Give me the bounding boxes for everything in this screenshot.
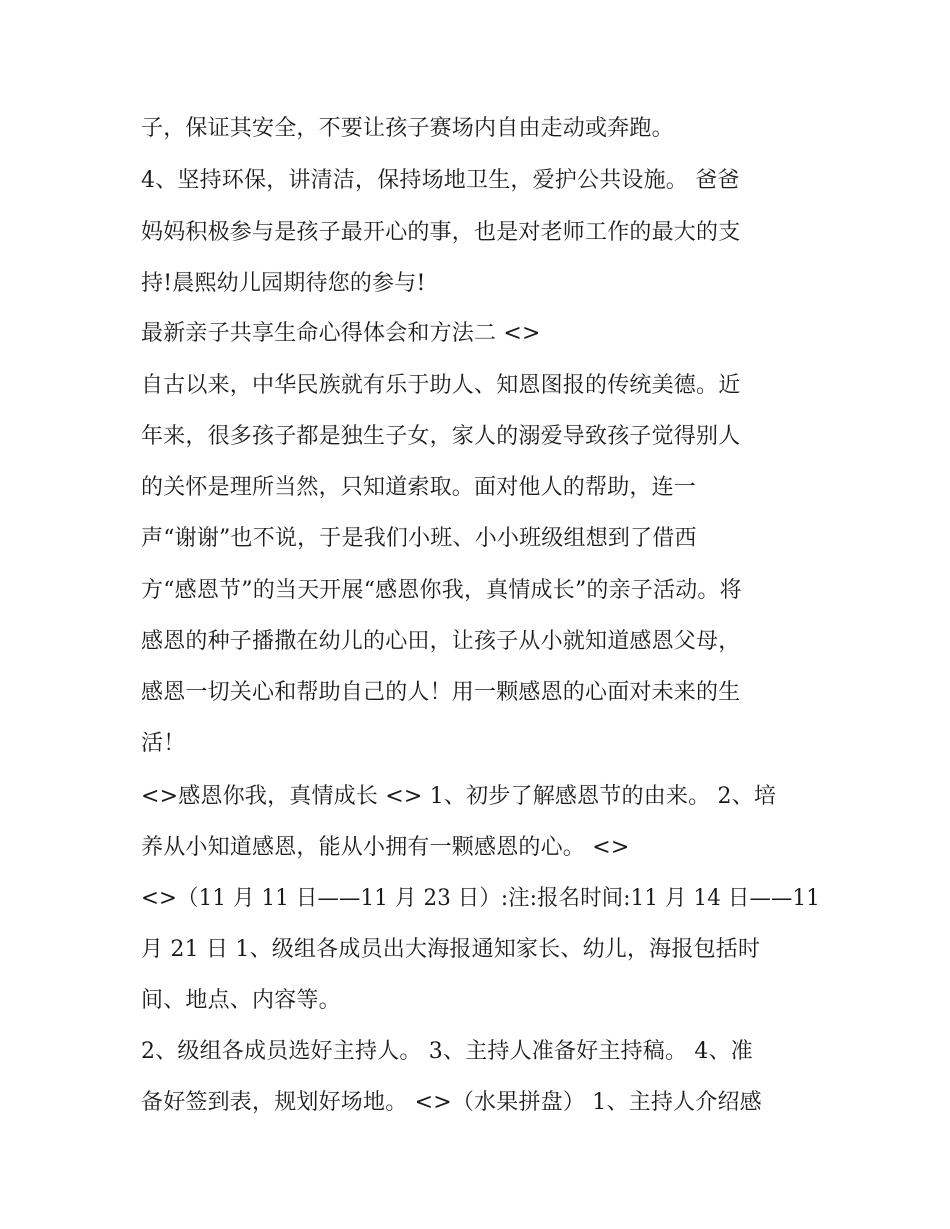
- text-line: 感恩的种子播撒在幼儿的心田，让孩子从小就知道感恩父母，: [141, 629, 741, 654]
- text-line: 间、地点、内容等。: [141, 988, 341, 1013]
- section-heading: 最新亲子共享生命心得体会和方法二 <>: [141, 321, 541, 346]
- text-line: <>感恩你我，真情成长 <> 1、初步了解感恩节的由来。 2、培: [141, 784, 777, 809]
- text-line: <>（11 月 11 日——11 月 23 日）:注:报名时间:11 月 14 日——11: [141, 886, 821, 911]
- text-line: 子，保证其安全，不要让孩子赛场内自由走动或奔跑。: [141, 116, 674, 141]
- text-line: 年来，很多孩子都是独生子女，家人的溺爱导致孩子觉得别人: [141, 424, 741, 449]
- text-line: 持!晨熙幼儿园期待您的参与!: [141, 271, 426, 296]
- text-line: 妈妈积极参与是孩子最开心的事，也是对老师工作的最大的支: [141, 220, 741, 245]
- text-line: 感恩一切关心和帮助自己的人！用一颗感恩的心面对未来的生: [141, 680, 741, 705]
- text-line: 声“谢谢”也不说，于是我们小班、小小班级组想到了借西: [141, 526, 697, 551]
- text-line: 自古以来，中华民族就有乐于助人、知恩图报的传统美德。近: [141, 373, 741, 398]
- text-line: 月 21 日 1、级组各成员出大海报通知家长、幼儿，海报包括时: [141, 937, 761, 962]
- text-line: 备好签到表，规划好场地。 <>（水果拼盘） 1、主持人介绍感: [141, 1090, 762, 1115]
- text-line: 养从小知道感恩，能从小拥有一颗感恩的心。 <>: [141, 835, 630, 860]
- text-line: 方“感恩节”的当天开展“感恩你我，真情成长”的亲子活动。将: [141, 578, 742, 603]
- text-line: 2、级组各成员选好主持人。 3、主持人准备好主持稿。 4、准: [141, 1039, 753, 1064]
- text-line: 4、坚持环保，讲清洁，保持场地卫生，爱护公共设施。 爸爸: [141, 168, 740, 193]
- text-line: 活！: [141, 731, 186, 756]
- text-line: 的关怀是理所当然，只知道索取。面对他人的帮助，连一: [141, 475, 697, 500]
